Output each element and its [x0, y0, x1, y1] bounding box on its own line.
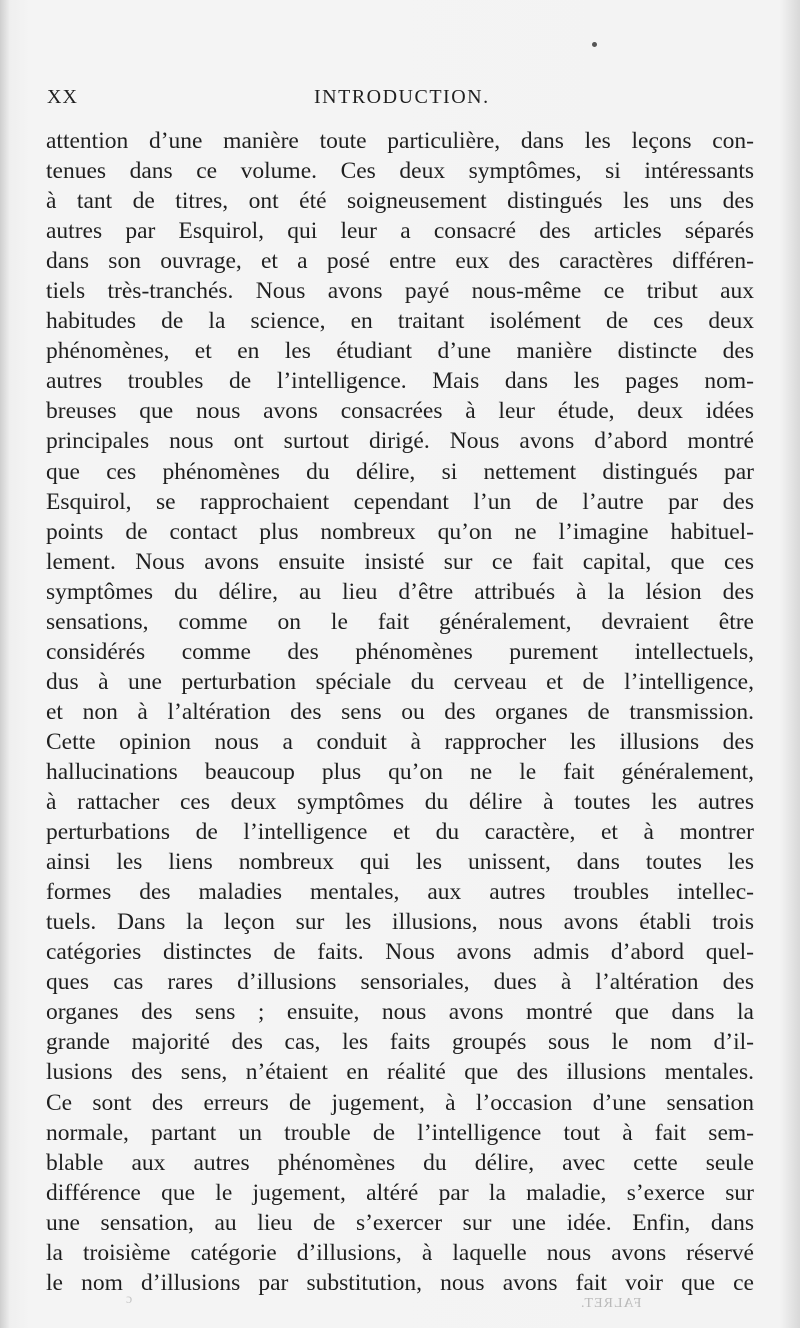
text-line: lusions des sens, n’étaient en réalité que des illusions mentales. — [46, 1059, 754, 1086]
text-line: Esquirol, se rapprochaient cependant l’un de l’autre par des — [46, 488, 754, 515]
page-number: XX — [47, 86, 78, 108]
text-line: principales nous ont surtout dirigé. Nous avons d’abord montré — [46, 428, 754, 455]
text-line: dans son ouvrage, et a posé entre eux des caractères différen- — [46, 248, 754, 275]
ink-speck — [592, 42, 597, 47]
running-head: INTRODUCTION. — [314, 86, 490, 108]
text-line: symptômes du délire, au lieu d’être attribués à la lésion des — [46, 578, 754, 605]
text-line: le nom d’illusions par substitution, nous avons fait voir que ce — [46, 1269, 754, 1296]
text-line: tuels. Dans la leçon sur les illusions, nous avons établi trois — [46, 909, 754, 936]
text-line: que ces phénomènes du délire, si nettement distingués par — [46, 458, 754, 485]
text-line: blable aux autres phénomènes du délire, avec cette seule — [46, 1149, 754, 1176]
text-line: hallucinations beaucoup plus qu’on ne le fait généralement, — [46, 758, 754, 785]
text-line: organes des sens ; ensuite, nous avons montré que dans la — [46, 999, 754, 1026]
text-line: catégories distinctes de faits. Nous avons admis d’abord quel- — [46, 939, 754, 966]
text-line: considérés comme des phénomènes purement intellectuels, — [46, 638, 754, 665]
text-line: sensations, comme on le fait généralement, devraient être — [46, 608, 754, 635]
text-line: ques cas rares d’illusions sensoriales, dues à l’altération des — [46, 969, 754, 996]
text-line: normale, partant un trouble de l’intelligence tout à fait sem- — [46, 1119, 754, 1146]
text-line: Cette opinion nous a conduit à rapprocher les illusions des — [46, 728, 754, 755]
text-line: autres par Esquirol, qui leur a consacré des articles séparés — [46, 218, 754, 245]
text-line: autres troubles de l’intelligence. Mais dans les pages nom- — [46, 368, 754, 395]
text-line: grande majorité des cas, les faits groupés sous le nom d’il- — [46, 1029, 754, 1056]
text-line: phénomènes, et en les étudiant d’une manière distincte des — [46, 338, 754, 365]
text-line: tiels très-tranchés. Nous avons payé nous-même ce tribut aux — [46, 278, 754, 305]
text-line: habitudes de la science, en traitant isolément de ces deux — [46, 308, 754, 335]
text-line: dus à une perturbation spéciale du cerveau et de l’intelligence, — [46, 668, 754, 695]
text-line: attention d’une manière toute particulière, dans les leçons con- — [46, 128, 754, 154]
text-line: Ce sont des erreurs de jugement, à l’occasion d’une sensation — [46, 1089, 754, 1116]
text-line: formes des maladies mentales, aux autres troubles intellec- — [46, 879, 754, 906]
text-line: lement. Nous avons ensuite insisté sur ce fait capital, que ces — [46, 548, 754, 575]
text-line: la troisième catégorie d’illusions, à laquelle nous avons réservé — [46, 1239, 754, 1266]
text-line: ainsi les liens nombreux qui les unissent, dans toutes les — [46, 849, 754, 876]
text-line: et non à l’altération des sens ou des organes de transmission. — [46, 698, 754, 725]
text-line: tenues dans ce volume. Ces deux symptômes, si intéressants — [46, 158, 754, 185]
text-line: différence que le jugement, altéré par la maladie, s’exerce sur — [46, 1179, 754, 1206]
text-line: perturbations de l’intelligence et du caractère, et à montrer — [46, 819, 754, 846]
text-line: à rattacher ces deux symptômes du délire à toutes les autres — [46, 789, 754, 816]
page-header — [47, 86, 747, 116]
body-text — [46, 126, 754, 1298]
show-through-text: FALRET. — [580, 1296, 642, 1311]
text-line: points de contact plus nombreux qu’on ne l’imagine habituel- — [46, 518, 754, 545]
text-line: à tant de titres, ont été soigneusement distingués les uns des — [46, 188, 754, 215]
text-line: une sensation, au lieu de s’exercer sur une idée. Enfin, dans — [46, 1209, 754, 1236]
text-line: breuses que nous avons consacrées à leur étude, deux idées — [46, 398, 754, 425]
footer-mark-dot: ɔ — [126, 1292, 133, 1307]
